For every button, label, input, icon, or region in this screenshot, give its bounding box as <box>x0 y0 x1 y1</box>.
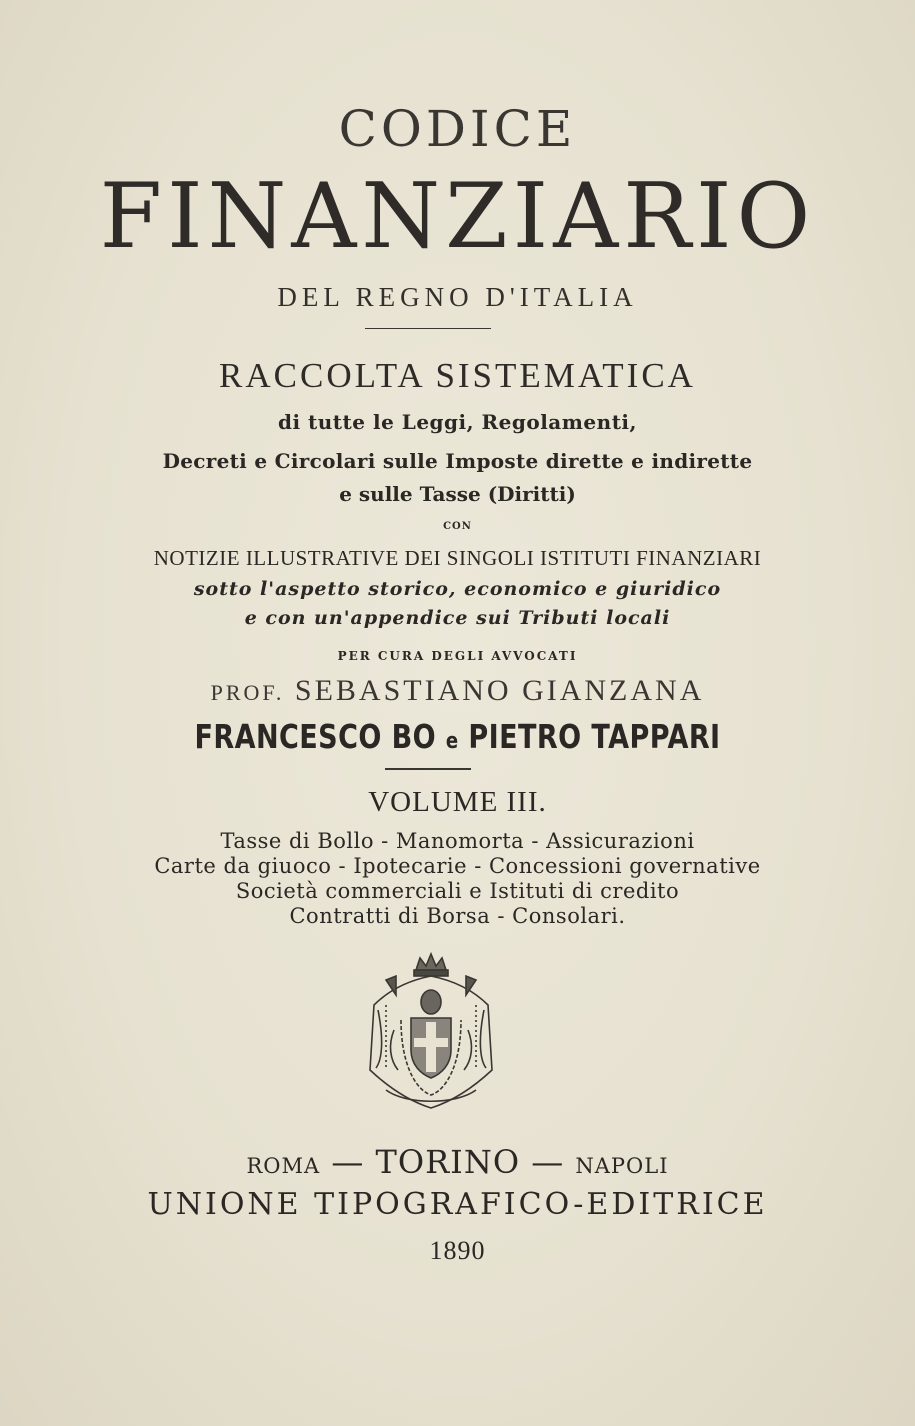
volume-contents-1: Tasse di Bollo - Manomorta - Assicurazioni <box>220 829 695 853</box>
author-a: FRANCESCO BO <box>194 717 437 756</box>
prof-line <box>0 676 915 706</box>
authors-line <box>82 717 832 756</box>
city-torino: TORINO <box>375 1143 521 1181</box>
description-line-1: di tutte le Leggi, Regolamenti, <box>277 410 637 434</box>
publisher-name: UNIONE TIPOGRAFICO-EDITRICE <box>147 1187 768 1222</box>
publication-year: 1890 <box>429 1236 486 1265</box>
con-word: CON <box>443 521 472 532</box>
authors-conj: e <box>445 729 459 754</box>
title-codice: CODICE <box>338 100 577 158</box>
author-b: PIETRO TAPPARI <box>468 717 721 756</box>
title-del-regno: DEL REGNO D'ITALIA <box>277 282 638 312</box>
prof-label: PROF. <box>210 680 285 705</box>
prof-name: SEBASTIANO GIANZANA <box>294 674 705 707</box>
city-dash: — <box>531 1143 565 1181</box>
city-napoli: NAPOLI <box>575 1154 669 1178</box>
notizie-line: NOTIZIE ILLUSTRATIVE DEI SINGOLI ISTITUTI FINANZIARI <box>153 546 762 570</box>
volume-contents-2: Carte da giuoco - Ipotecarie - Concessioni governative <box>154 854 761 878</box>
city-dash: — <box>331 1143 365 1181</box>
city-roma: ROMA <box>246 1154 321 1178</box>
title-finanziario: FINANZIARIO <box>99 164 816 269</box>
description-line-2: Decreti e Circolari sulle Imposte dirette e indirette <box>162 449 753 473</box>
per-cura-line: PER CURA DEGLI AVVOCATI <box>337 649 578 663</box>
volume-contents-3: Società commerciali e Istituti di credito <box>235 879 680 903</box>
divider-rule <box>365 328 491 329</box>
volume-label: VOLUME III. <box>368 786 547 818</box>
italic-line-1: sotto l'aspetto storico, economico e giuridico <box>193 578 722 600</box>
italic-line-2: e con un'appendice sui Tributi locali <box>244 607 671 629</box>
savoy-coat-of-arms-icon <box>356 950 506 1120</box>
divider-rule <box>385 768 471 770</box>
subtitle-heading: RACCOLTA SISTEMATICA <box>219 356 696 395</box>
description-line-3: e sulle Tasse (Diritti) <box>339 482 576 506</box>
volume-contents-4: Contratti di Borsa - Consolari. <box>289 904 626 928</box>
imprint-cities <box>0 1143 915 1181</box>
